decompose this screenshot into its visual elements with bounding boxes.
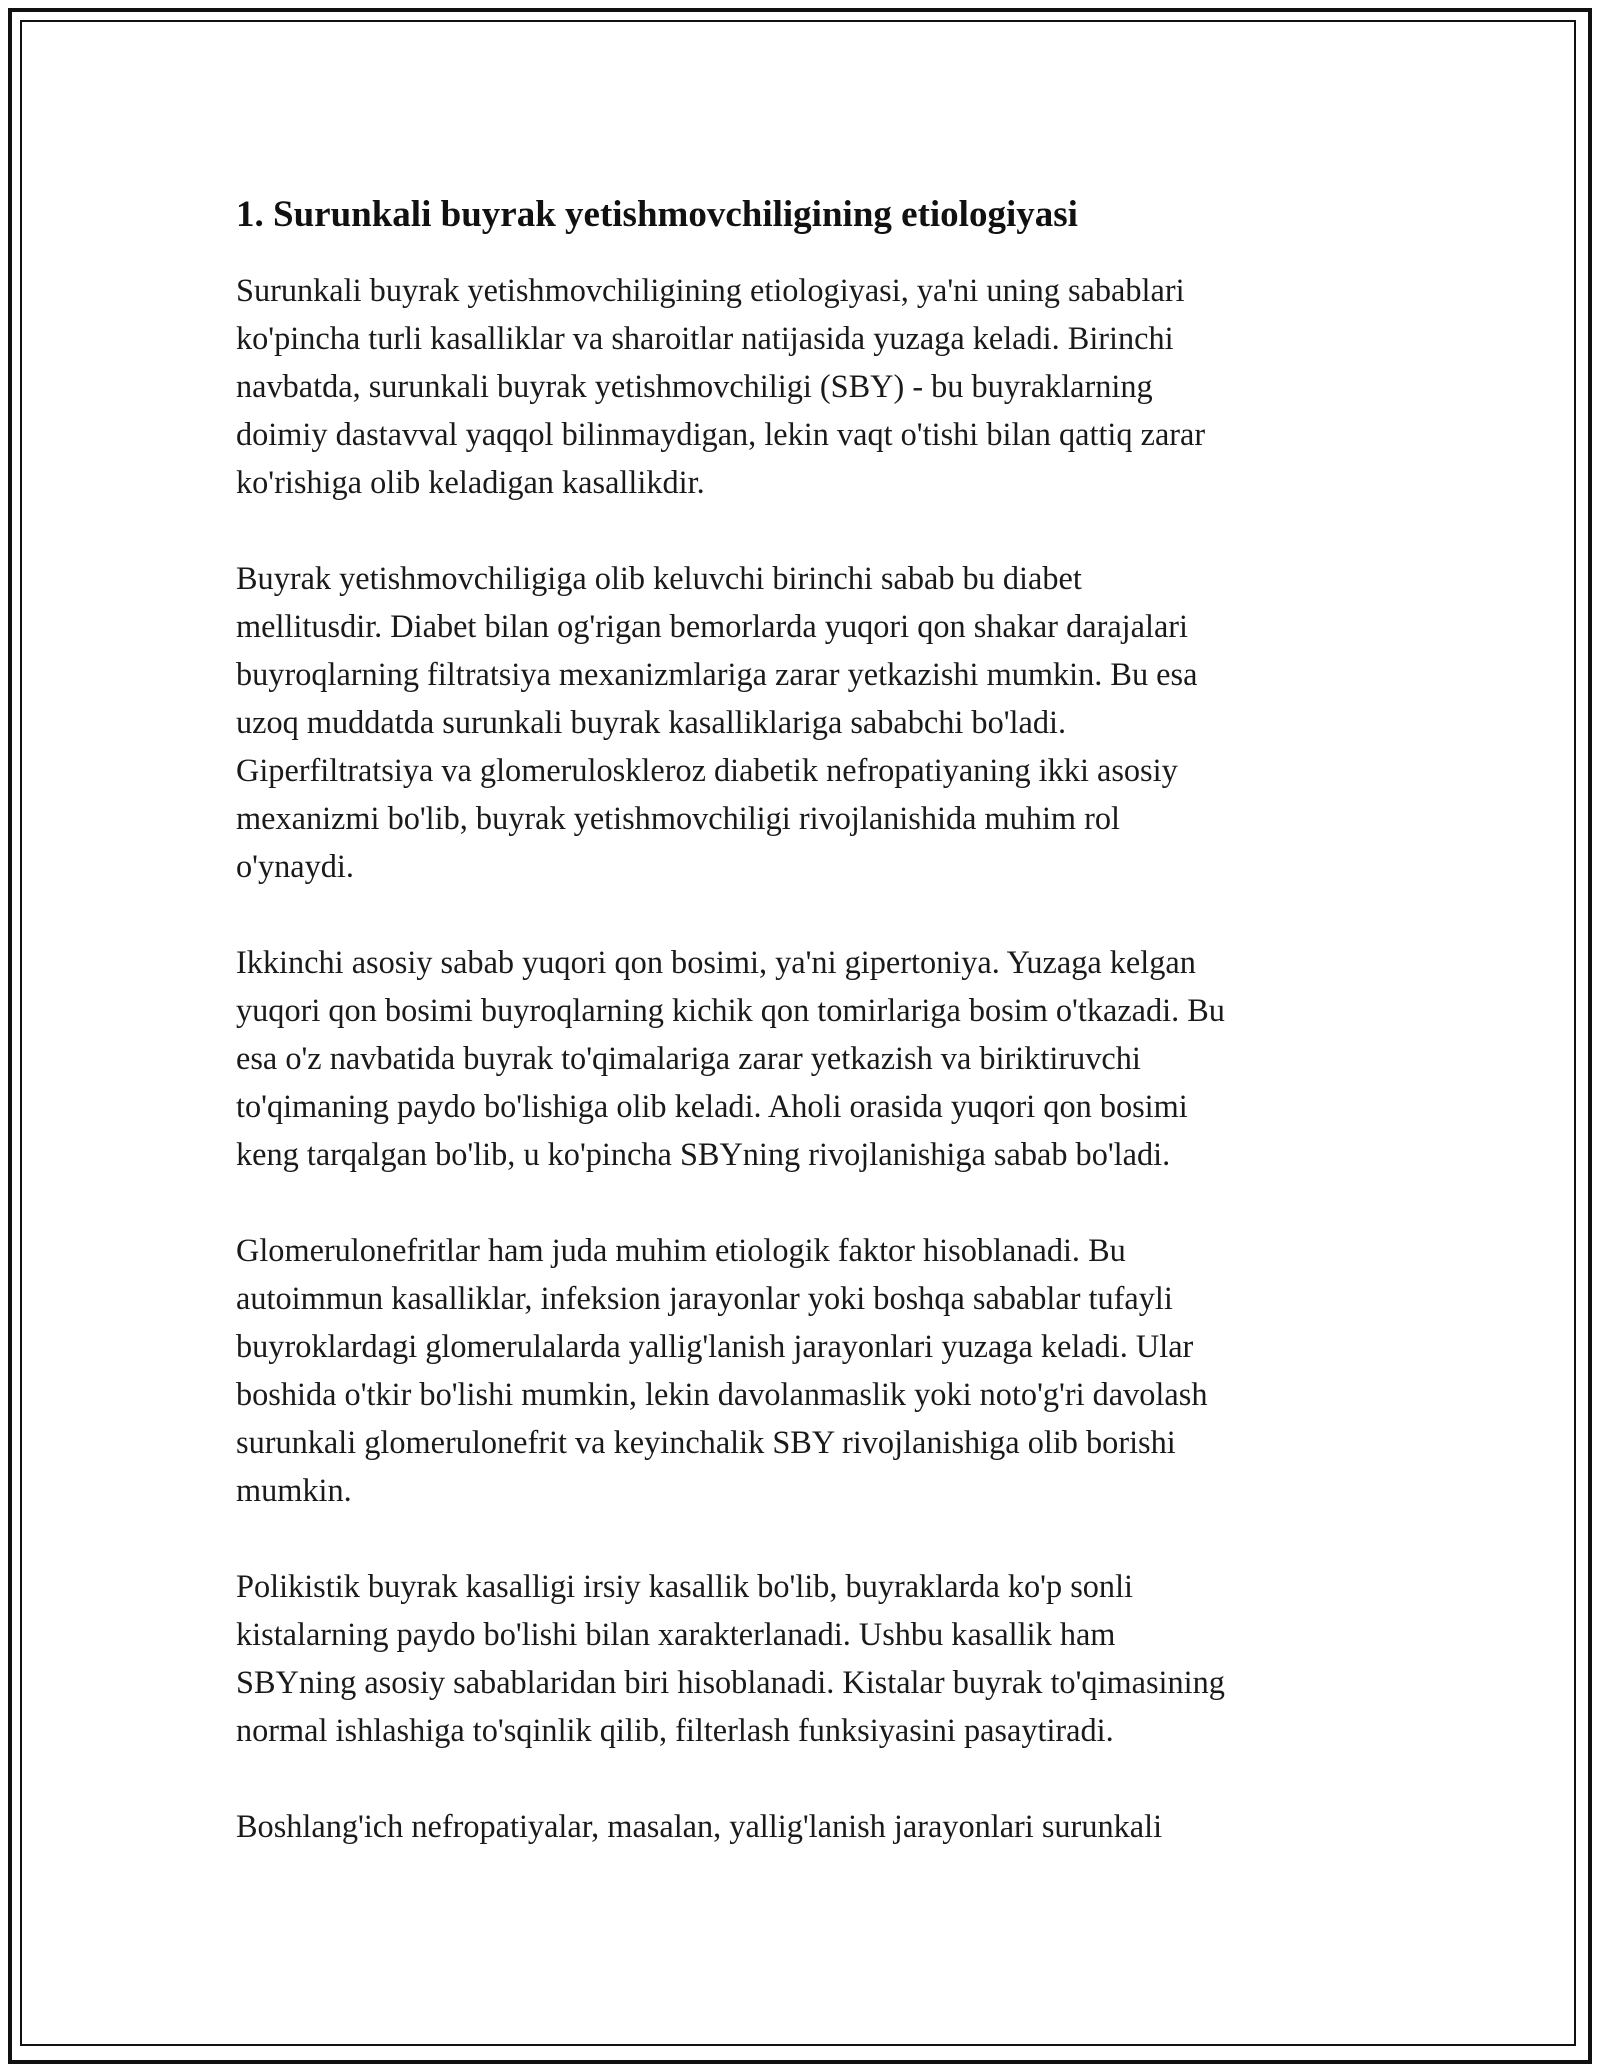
paragraph-line: buyroklardagi glomerulalarda yallig'lanish jarayonlari yuzaga keladi. Ular <box>236 1328 1194 1364</box>
paragraph-line: navbatda, surunkali buyrak yetishmovchiligi (SBY) - bu buyraklarning <box>236 368 1153 404</box>
paragraph-line: SBYning asosiy sabablaridan biri hisoblanadi. Kistalar buyrak to'qimasining <box>236 1664 1225 1700</box>
paragraph-line: surunkali glomerulonefrit va keyinchalik SBY rivojlanishiga olib borishi <box>236 1424 1176 1460</box>
paragraph-list <box>236 266 1366 1850</box>
section-heading: 1. Surunkali buyrak yetishmovchiligining etiologiyasi <box>236 194 1078 235</box>
paragraph <box>236 554 1366 890</box>
paragraph-line: uzoq muddatda surunkali buyrak kasalliklariga sababchi bo'ladi. <box>236 704 1067 740</box>
paragraph-line: doimiy dastavval yaqqol bilinmaydigan, lekin vaqt o'tishi bilan qattiq zarar <box>236 416 1206 452</box>
paragraph-line: Ikkinchi asosiy sabab yuqori qon bosimi, ya'ni gipertoniya. Yuzaga kelgan <box>236 944 1196 980</box>
paragraph-line: boshida o'tkir bo'lishi mumkin, lekin davolanmaslik yoki noto'g'ri davolash <box>236 1376 1208 1412</box>
paragraph-line: yuqori qon bosimi buyroqlarning kichik qon tomirlariga bosim o'tkazadi. Bu <box>236 992 1225 1028</box>
paragraph-line: Boshlang'ich nefropatiyalar, masalan, yallig'lanish jarayonlari surunkali <box>236 1808 1163 1844</box>
paragraph-line: mexanizmi bo'lib, buyrak yetishmovchiligi rivojlanishida muhim rol <box>236 800 1120 836</box>
paragraph-line: Polikistik buyrak kasalligi irsiy kasallik bo'lib, buyraklarda ko'p sonli <box>236 1568 1134 1604</box>
paragraph-line: Surunkali buyrak yetishmovchiligining etiologiyasi, ya'ni uning sabablari <box>236 272 1185 308</box>
paragraph-line: kistalarning paydo bo'lishi bilan xarakterlanadi. Ushbu kasallik ham <box>236 1616 1116 1652</box>
paragraph <box>236 266 1366 506</box>
paragraph <box>236 938 1366 1178</box>
paragraph <box>236 1562 1366 1754</box>
paragraph-line: ko'pincha turli kasalliklar va sharoitlar natijasida yuzaga keladi. Birinchi <box>236 320 1174 356</box>
paragraph-line: normal ishlashiga to'sqinlik qilib, filterlash funksiyasini pasaytiradi. <box>236 1712 1114 1748</box>
paragraph-line: Buyrak yetishmovchiligiga olib keluvchi birinchi sabab bu diabet <box>236 560 1082 596</box>
paragraph-line: esa o'z navbatida buyrak to'qimalariga zarar yetkazish va biriktiruvchi <box>236 1040 1141 1076</box>
paragraph-line: Giperfiltratsiya va glomeruloskleroz diabetik nefropatiyaning ikki asosiy <box>236 752 1178 788</box>
paragraph-line: autoimmun kasalliklar, infeksion jarayonlar yoki boshqa sabablar tufayli <box>236 1280 1173 1316</box>
paragraph-line: keng tarqalgan bo'lib, u ko'pincha SBYning rivojlanishiga sabab bo'ladi. <box>236 1136 1171 1172</box>
document-body <box>236 186 1366 1898</box>
paragraph-line: ko'rishiga olib keladigan kasallikdir. <box>236 464 705 500</box>
paragraph <box>236 1802 1366 1850</box>
paragraph <box>236 1226 1366 1514</box>
paragraph-line: mellitusdir. Diabet bilan og'rigan bemorlarda yuqori qon shakar darajalari <box>236 608 1189 644</box>
paragraph-line: buyroqlarning filtratsiya mexanizmlariga zarar yetkazishi mumkin. Bu esa <box>236 656 1198 692</box>
paragraph-line: to'qimaning paydo bo'lishiga olib keladi. Aholi orasida yuqori qon bosimi <box>236 1088 1188 1124</box>
paragraph-line: Glomerulonefritlar ham juda muhim etiologik faktor hisoblanadi. Bu <box>236 1232 1126 1268</box>
paragraph-line: mumkin. <box>236 1472 352 1508</box>
paragraph-line: o'ynaydi. <box>236 848 354 884</box>
